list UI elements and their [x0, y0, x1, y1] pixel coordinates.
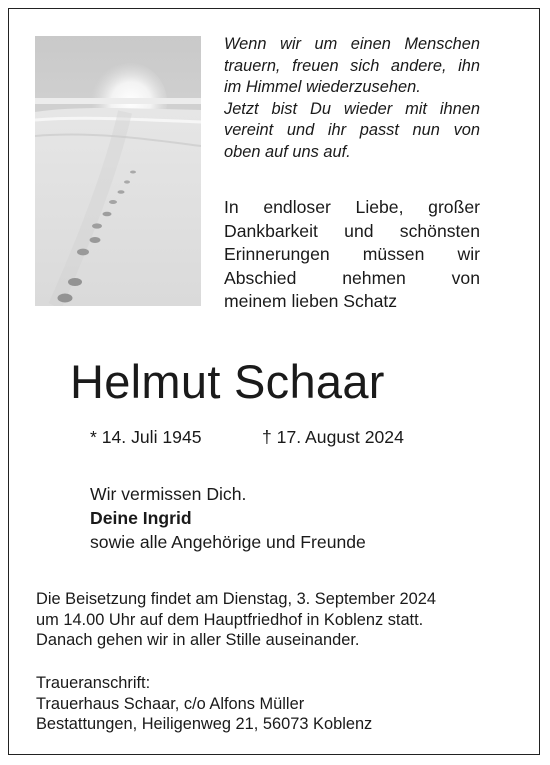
mourners-line: Wir vermissen Dich. [90, 484, 247, 504]
birth-date: * 14. Juli 1945 [90, 427, 202, 447]
intro-line: In endloser Liebe, großer [224, 197, 480, 217]
poem-line: Wenn wir um einen Menschen [224, 35, 480, 53]
intro-line: Abschied nehmen von [224, 267, 480, 288]
funeral-info-line: Danach gehen wir in aller Stille auseinander. [36, 631, 360, 649]
poem-line: vereint und ihr passt nun von [224, 121, 480, 139]
address-line: Bestattungen, Heiligenweg 21, 56073 Koblenz [36, 715, 373, 733]
intro-line: Dankbarkeit und schönsten [224, 220, 480, 241]
funeral-info-line: um 14.00 Uhr auf dem Hauptfriedhof in Koblenz statt. [36, 610, 424, 629]
poem-line: Jetzt bist Du wieder mit ihnen [224, 99, 480, 118]
poem [224, 34, 480, 163]
mourners-line: sowie alle Angehörige und Freunde [90, 532, 366, 552]
mourners [90, 482, 366, 554]
funeral-info [36, 589, 436, 651]
poem-line: trauern, freuen sich andere, ihn [224, 56, 480, 75]
address-line: Traueranschrift: [36, 674, 151, 692]
poem-line: oben auf uns auf. [224, 142, 351, 161]
address-line: Trauerhaus Schaar, c/o Alfons Müller [36, 694, 305, 713]
death-date: † 17. August 2024 [262, 427, 404, 447]
poem-line: im Himmel wiederzusehen. [224, 78, 421, 96]
mourning-address [36, 673, 372, 735]
funeral-info-line: Die Beisetzung findet am Dienstag, 3. September 2024 [36, 590, 436, 608]
intro-text [224, 196, 480, 314]
deceased-name: Helmut Schaar [70, 355, 385, 408]
intro-line: meinem lieben Schatz [224, 291, 398, 311]
mourners-signature: Deine Ingrid [90, 508, 192, 528]
beach-footprints-image [35, 36, 201, 306]
intro-line: Erinnerungen müssen wir [224, 244, 480, 264]
